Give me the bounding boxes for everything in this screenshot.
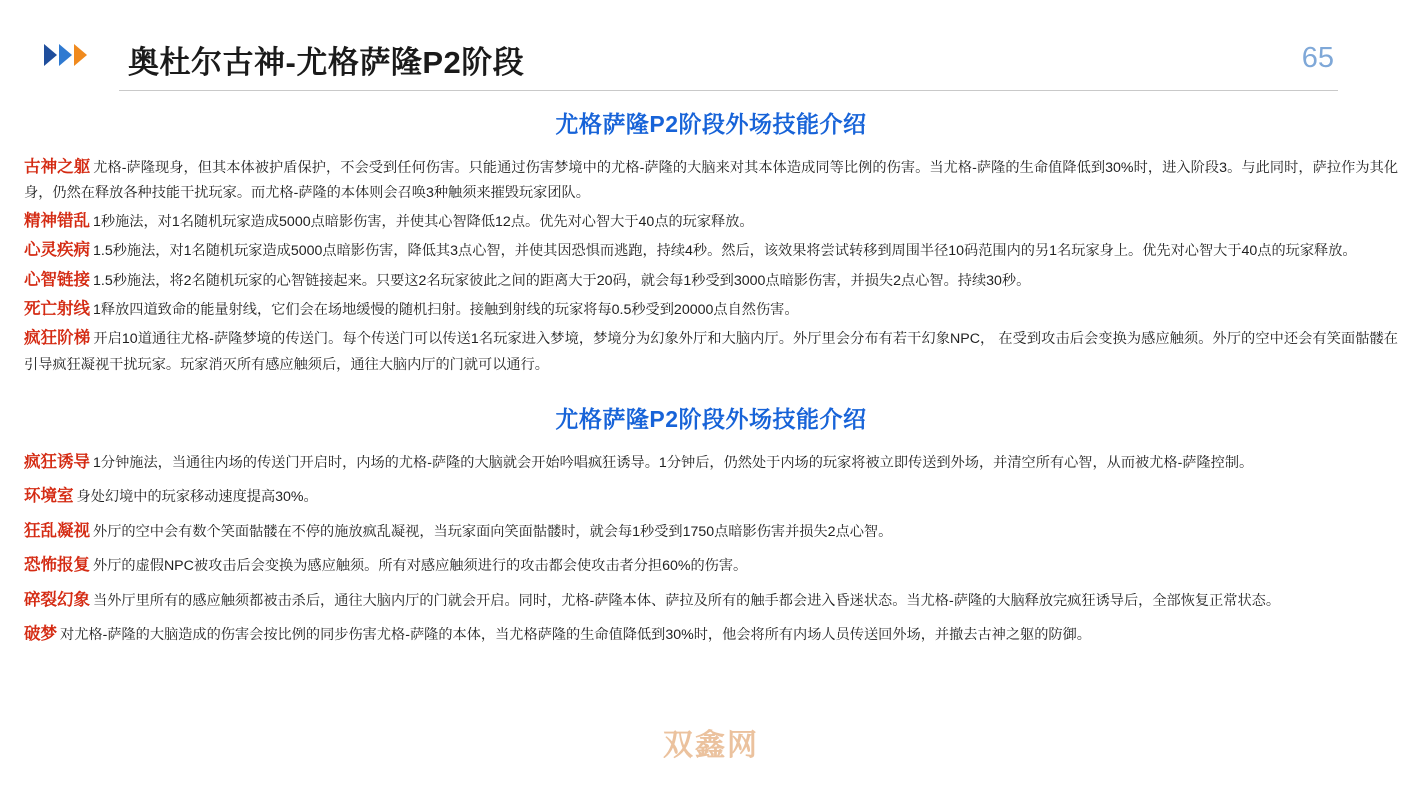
- skill-name: 疯狂诱导: [24, 453, 90, 472]
- skill-desc: 1释放四道致命的能量射线，它们会在场地缓慢的随机扫射。接触到射线的玩家将每0.5秒受到20000点自然伤害。: [93, 301, 799, 318]
- skill-name: 心灵疾病: [24, 241, 90, 260]
- skill-desc: 外厅的虚假NPC被攻击后会变换为感应触须。所有对感应触须进行的攻击都会使攻击者分担60%的伤害。: [93, 558, 748, 575]
- skill-name: 环境室: [24, 487, 74, 506]
- list-item: [24, 551, 1398, 579]
- skill-list-inner: [24, 448, 1398, 648]
- slide-content: [0, 106, 1422, 648]
- skill-name: 古神之躯: [24, 158, 91, 176]
- list-item: [24, 324, 1398, 377]
- skill-desc: 开启10道通往尤格-萨隆梦境的传送门。每个传送门可以传送1名玩家进入梦境，梦境分为幻象外厅和大脑内厅。外厅里会分布有若干幻象NPC， 在受到攻击后会变换为感应触须。外厅的空中还会有笑面骷髅在引导疯狂凝视干扰玩家。玩家消灭所有感应触须后，通往大脑内厅的门就可以通行。: [24, 331, 1398, 373]
- list-item: [24, 586, 1398, 614]
- list-item: [24, 266, 1398, 294]
- skill-desc: 外厅的空中会有数个笑面骷髅在不停的施放疯乱凝视，当玩家面向笑面骷髅时，就会每1秒受到1750点暗影伤害并损失2点心智。: [93, 523, 893, 540]
- list-item: [24, 620, 1398, 648]
- skill-name: 精神错乱: [24, 211, 90, 230]
- list-item: [24, 207, 1398, 235]
- skill-name: 碎裂幻象: [24, 590, 90, 609]
- skill-desc: 身处幻境中的玩家移动速度提高30%。: [76, 489, 318, 506]
- skill-desc: 1.5秒施法，将2名随机玩家的心智链接起来。只要这2名玩家彼此之间的距离大于20码，就会每1秒受到3000点暗影伤害，并损失2点心智。持续30秒。: [93, 272, 1031, 289]
- skill-name: 疯狂阶梯: [24, 329, 91, 348]
- skill-name: 狂乱凝视: [24, 521, 90, 540]
- list-item: [24, 295, 1398, 323]
- triple-chevron-icon: [44, 44, 87, 66]
- slide-header: [0, 0, 1422, 92]
- skill-list-outer: [24, 153, 1398, 377]
- section-title-1: 尤格萨隆P2阶段外场技能介绍: [555, 111, 867, 137]
- list-item: [24, 448, 1398, 476]
- skill-desc: 尤格-萨隆现身，但其本体被护盾保护，不会受到任何伤害。只能通过伤害梦境中的尤格-萨隆的大脑来对其本体造成同等比例的伤害。当尤格-萨隆的生命值降低到30%时，进入阶段3。与此同时，萨拉作为其化身，仍然在释放各种技能干扰玩家。而尤格-萨隆的本体则会召唤3种触须来摧毁玩家团队。: [24, 160, 1399, 202]
- skill-desc: 1秒施法，对1名随机玩家造成5000点暗影伤害，并使其心智降低12点。优先对心智大于40点的玩家释放。: [93, 213, 754, 230]
- skill-desc: 1.5秒施法，对1名随机玩家造成5000点暗影伤害，降低其3点心智，并使其因恐惧而逃跑，持续4秒。然后，该效果将尝试转移到周围半径10码范围内的另1名玩家身上。优先对心智大于40点的玩家释放。: [93, 243, 1357, 260]
- header-divider: [119, 90, 1338, 91]
- list-item: [24, 236, 1398, 264]
- skill-name: 恐怖报复: [24, 556, 90, 575]
- page-title: 奥杜尔古神-尤格萨隆P2阶段: [128, 45, 525, 80]
- skill-name: 破梦: [24, 624, 57, 643]
- skill-desc: 1分钟施法，当通往内场的传送门开启时，内场的尤格-萨隆的大脑就会开始吟唱疯狂诱导。1分钟后，仍然处于内场的玩家将被立即传送到外场，并清空所有心智，从而被尤格-萨隆控制。: [93, 455, 1254, 472]
- page-number: 65: [1301, 42, 1334, 74]
- list-item: [24, 482, 1398, 510]
- list-item: [24, 517, 1398, 545]
- skill-name: 心智链接: [24, 270, 90, 289]
- skill-desc: 对尤格-萨隆的大脑造成的伤害会按比例的同步伤害尤格-萨隆的本体，当尤格萨隆的生命值降低到30%时，他会将所有内场人员传送回外场，并撤去古神之躯的防御。: [60, 626, 1091, 643]
- list-item: [24, 153, 1398, 206]
- skill-desc: 当外厅里所有的感应触须都被击杀后，通往大脑内厅的门就会开启。同时，尤格-萨隆本体、萨拉及所有的触手都会进入昏迷状态。当尤格-萨隆的大脑释放完疯狂诱导后，全部恢复正常状态。: [93, 592, 1281, 609]
- skill-name: 死亡射线: [24, 299, 90, 318]
- watermark: 双鑫网: [663, 729, 759, 762]
- section-title-2: 尤格萨隆P2阶段外场技能介绍: [555, 406, 867, 433]
